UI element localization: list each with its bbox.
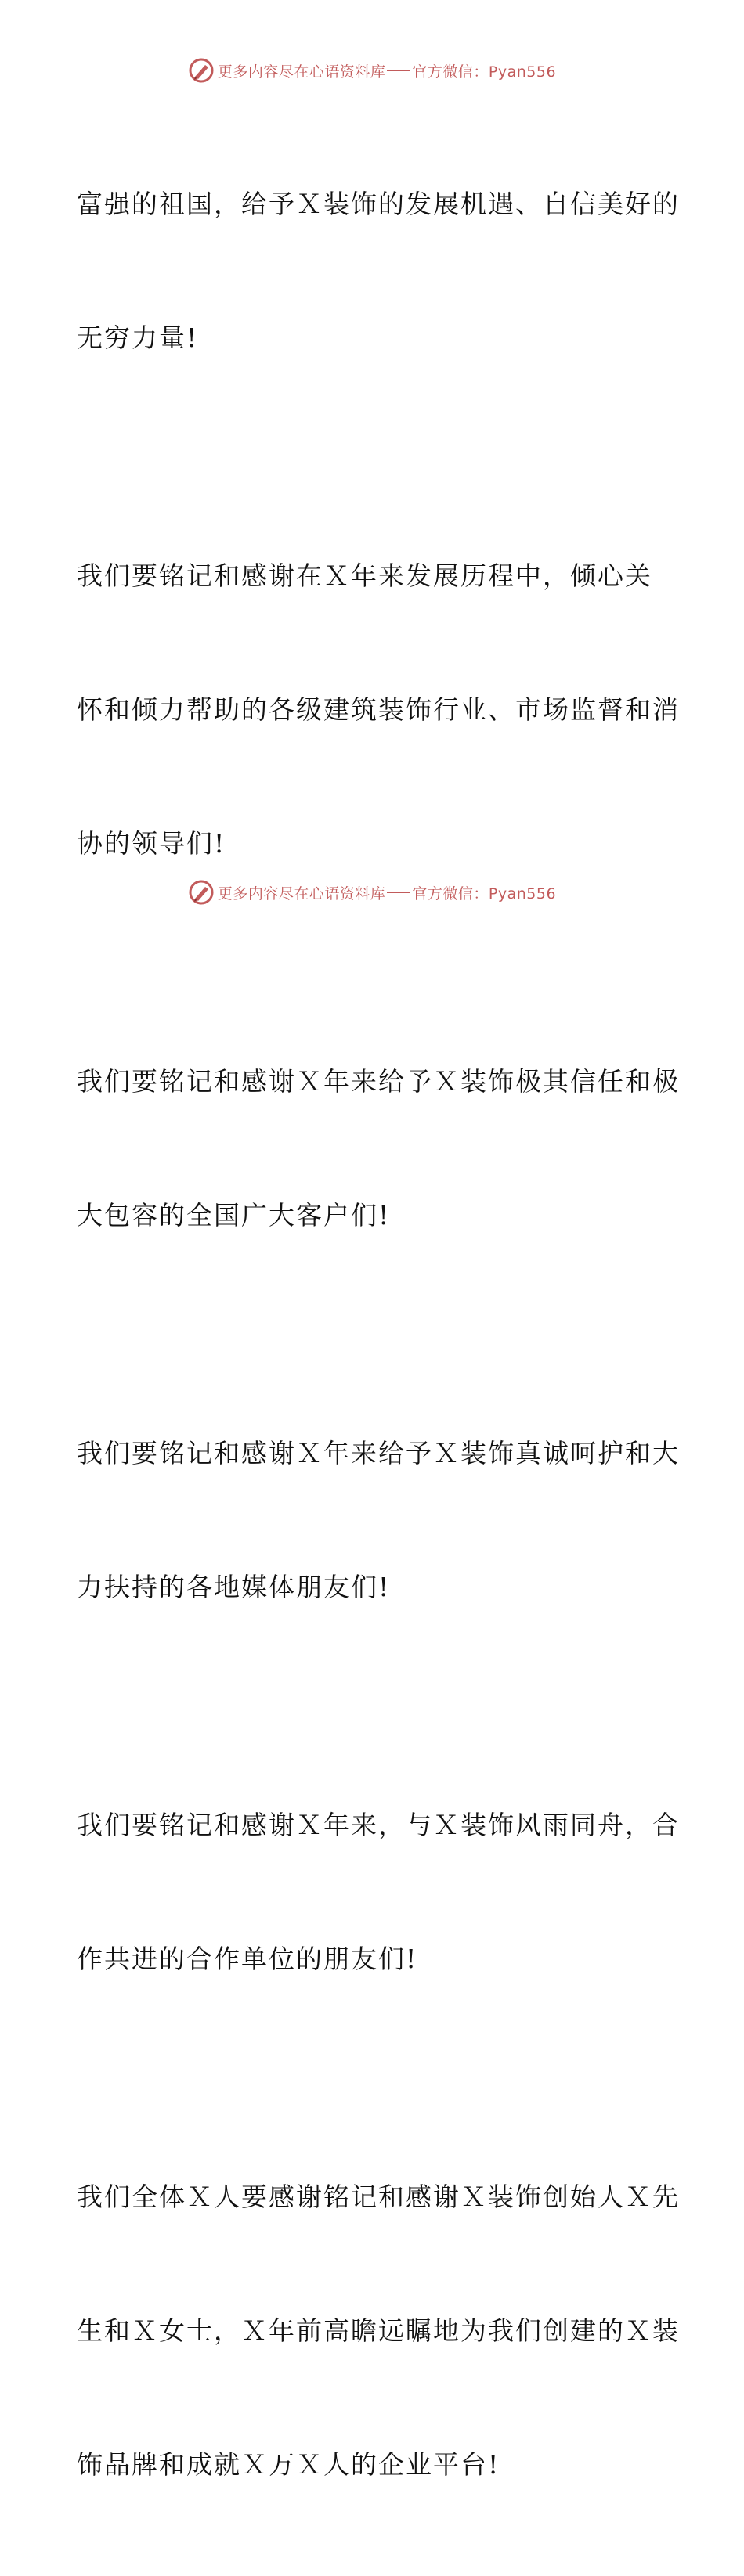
paragraph-line: 我们要铭记和感谢在Ｘ年来发展历程中，倾心关 (77, 560, 652, 591)
header-dash (387, 70, 410, 71)
header-text-wechat: 官方微信：Pyan556 (412, 63, 557, 81)
paragraph-1 (77, 92, 680, 449)
paragraph-line: 富强的祖国，给予Ｘ装饰的发展机遇、自信美好的 (77, 189, 680, 219)
document-body (77, 92, 680, 2576)
paragraph-line: 我们全体Ｘ人要感谢铭记和感谢Ｘ装饰创始人Ｘ先 (77, 2181, 680, 2212)
pen-logo-icon (188, 57, 215, 84)
pen-logo-icon (188, 879, 215, 906)
paragraph-5 (77, 1713, 680, 2070)
paragraph-6 (77, 2085, 680, 2576)
footer-text-main: 更多内容尽在心语资料库 (217, 884, 386, 903)
paragraph-line: 我们要铭记和感谢Ｘ年来，与Ｘ装饰风雨同舟，合 (77, 1810, 680, 1840)
paragraph-line: 生和Ｘ女士，Ｘ年前高瞻远瞩地为我们创建的Ｘ装 (77, 2315, 680, 2346)
header-banner (0, 55, 744, 86)
paragraph-line: 无穷力量! (77, 322, 199, 353)
footer-text-wechat: 官方微信：Pyan556 (412, 884, 557, 903)
paragraph-line: 作共进的合作单位的朋友们! (77, 1944, 418, 1974)
paragraph-line: 怀和倾力帮助的各级建筑装饰行业、市场监督和消 (77, 694, 680, 725)
paragraph-line: 大包容的全国广大客户们! (77, 1200, 391, 1230)
paragraph-line: 我们要铭记和感谢Ｘ年来给予Ｘ装饰真诚呵护和大 (77, 1438, 680, 1468)
paragraph-line: 力扶持的各地媒体朋友们! (77, 1572, 391, 1602)
paragraph-line: 协的领导们! (77, 828, 226, 859)
paragraph-line: 我们要铭记和感谢Ｘ年来给予Ｘ装饰极其信任和极 (77, 1066, 680, 1097)
paragraph-4 (77, 1342, 680, 1699)
header-text-main: 更多内容尽在心语资料库 (217, 63, 386, 81)
footer-banner (0, 877, 744, 908)
footer-dash (387, 892, 410, 893)
paragraph-3 (77, 970, 680, 1327)
paragraph-line: 饰品牌和成就Ｘ万Ｘ人的企业平台! (77, 2449, 500, 2480)
